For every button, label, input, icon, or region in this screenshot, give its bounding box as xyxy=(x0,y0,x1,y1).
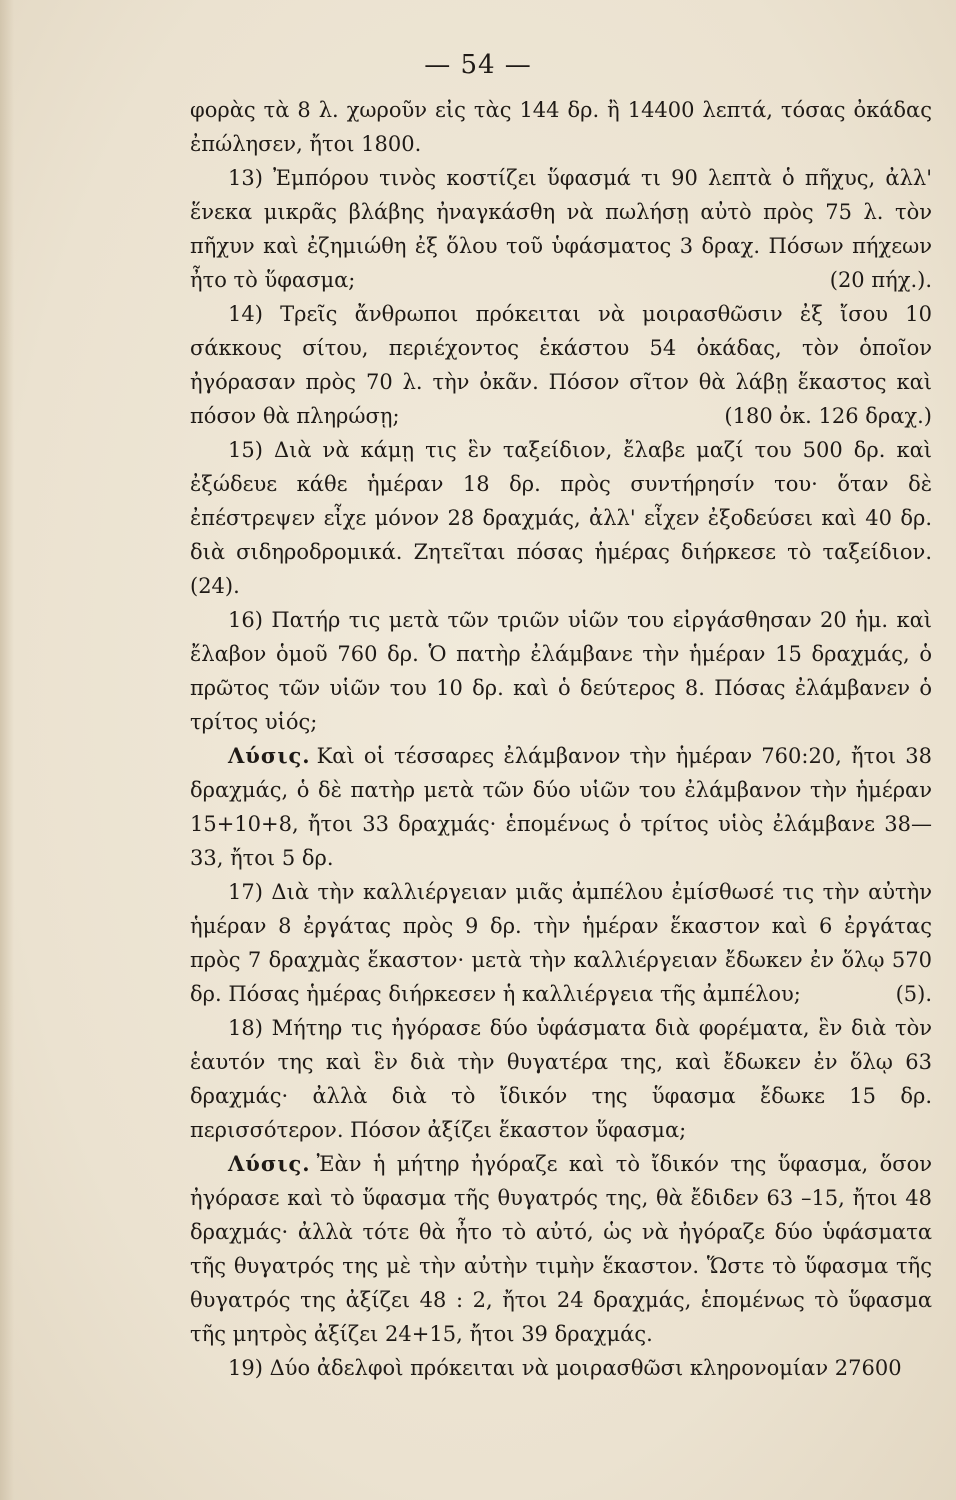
problem-14-text: 14) Τρεῖς ἄνθρωποι πρόκειται νὰ μοιρασθῶσιν ἐξ ἴσου 10 σάκκους σίτου, περιέχοντος ἑκάστου 54 ὀκάδας, τὸν ὁποῖον ἠγόρασαν πρὸς 70 λ. τὴν ὀκᾶν. Πόσον σῖτον θὰ λάβῃ ἕκαστος καὶ πόσον θὰ πληρώσῃ; xyxy=(190,302,932,428)
problem-17 xyxy=(190,875,932,1011)
problem-15: 15) Διὰ νὰ κάμῃ τις ἓν ταξείδιον, ἔλαβε μαζί του 500 δρ. καὶ ἐξώδευε κάθε ἡμέραν 18 δρ. πρὸς συντήρησίν του· ὅταν δὲ ἐπέστρεψεν εἶχε μόνον 28 δραχμάς, ἀλλ' εἶχεν ἐξοδεύσει καὶ 40 δρ. διὰ σιδηροδρομικά. Ζητεῖται πόσας ἡμέρας διήρκεσε τὸ ταξείδιον. (24). xyxy=(190,438,932,598)
binding-edge xyxy=(0,0,14,1500)
problem-14 xyxy=(190,297,932,433)
problem-14-answer: (180 ὀκ. 126 δραχ.) xyxy=(724,404,932,428)
solution-18-text: Ἐὰν ἡ μήτηρ ἠγόραζε καὶ τὸ ἴδικόν της ὕφασμα, ὅσον ἠγόρασε καὶ τὸ ὕφασμα τῆς θυγατρός της, θὰ ἔδιδεν 63 –15, ἤτοι 48 δραχμάς· ἀλλὰ τότε θὰ ἦτο τὸ αὐτό, ὡς νὰ ἠγόραζε δύο ὑφάσματα τῆς θυγατρός της μὲ τὴν αὐτὴν τιμὴν ἕκαστον. Ὥστε τὸ ὕφασμα τῆς θυγατρός της ἀξίζει 48 : 2, ἤτοι 24 δραχμάς, ἑπομένως τὸ ὕφασμα τῆς μητρὸς ἀξίζει 24+15, ἤτοι 39 δραχμάς. xyxy=(190,1152,932,1346)
problem-18: 18) Μήτηρ τις ἠγόρασε δύο ὑφάσματα διὰ φορέματα, ἓν διὰ τὸν ἑαυτόν της καὶ ἓν διὰ τὴν θυγατέρα της, καὶ ἔδωκεν ἐν ὅλῳ 63 δραχμάς· ἀλλὰ διὰ τὸ ἴδικόν της ὕφασμα ἔδωκε 15 δρ. περισσότερον. Πόσον ἀξίζει ἕκαστον ὕφασμα; xyxy=(190,1016,932,1142)
page-number: — 54 — xyxy=(424,50,532,80)
solution-label: Λύσις. xyxy=(228,743,311,768)
solution-16 xyxy=(190,739,932,875)
text-body xyxy=(190,93,932,1385)
solution-18 xyxy=(190,1147,932,1351)
problem-13 xyxy=(190,161,932,297)
problem-17-text: 17) Διὰ τὴν καλλιέργειαν μιᾶς ἀμπέλου ἐμίσθωσέ τις τὴν αὐτὴν ἡμέραν 8 ἐργάτας πρὸς 9 δρ. τὴν ἡμέραν ἕκαστον καὶ 6 ἐργάτας πρὸς 7 δραχμὰς ἕκαστον· μετὰ τὴν καλλιέργειαν ἔδωκεν ἐν ὅλῳ 570 δρ. Πόσας ἡμέρας διήρκεσεν ἡ καλλιέργεια τῆς ἀμπέλου; xyxy=(190,880,932,1006)
solution-label: Λύσις. xyxy=(228,1151,311,1176)
paragraph-continuation: φορὰς τὰ 8 λ. χωροῦν εἰς τὰς 144 δρ. ἢ 14400 λεπτά, τόσας ὀκάδας ἐπώλησεν, ἤτοι 1800. xyxy=(190,98,932,156)
problem-16: 16) Πατήρ τις μετὰ τῶν τριῶν υἱῶν του εἰργάσθησαν 20 ἡμ. καὶ ἔλαβον ὁμοῦ 760 δρ. Ὁ πατὴρ ἐλάμβανε τὴν ἡμέραν 15 δραχμάς, ὁ πρῶτος τῶν υἱῶν του 10 δρ. καὶ ὁ δεύτερος 8. Πόσας ἐλάμβανεν ὁ τρίτος υἱός; xyxy=(190,608,932,734)
problem-13-text: 13) Ἐμπόρου τινὸς κοστίζει ὕφασμά τι 90 λεπτὰ ὁ πῆχυς, ἀλλ' ἕνεκα μικρᾶς βλάβης ἠναγκάσθη νὰ πωλήσῃ αὐτὸ πρὸς 75 λ. τὸν πῆχυν καὶ ἐζημιώθη ἐξ ὅλου τοῦ ὑφάσματος 3 δραχ. Πόσων πήχεων ἦτο τὸ ὕφασμα; xyxy=(190,166,932,292)
problem-13-answer: (20 πήχ.). xyxy=(829,268,932,292)
problem-19: 19) Δύο ἀδελφοὶ πρόκειται νὰ μοιρασθῶσι κληρονομίαν 27600 xyxy=(228,1356,902,1380)
problem-17-answer: (5). xyxy=(895,982,932,1006)
solution-16-text: Καὶ οἱ τέσσαρες ἐλάμβανον τὴν ἡμέραν 760:20, ἤτοι 38 δραχμάς, ὁ δὲ πατὴρ μετὰ τῶν δύο υἱῶν του ἐλάμβανον τὴν ἡμέραν 15+10+8, ἤτοι 33 δραχμάς· ἑπομένως ὁ τρίτος υἱὸς ἐλάμβανε 38—33, ἤτοι 5 δρ. xyxy=(190,744,932,870)
